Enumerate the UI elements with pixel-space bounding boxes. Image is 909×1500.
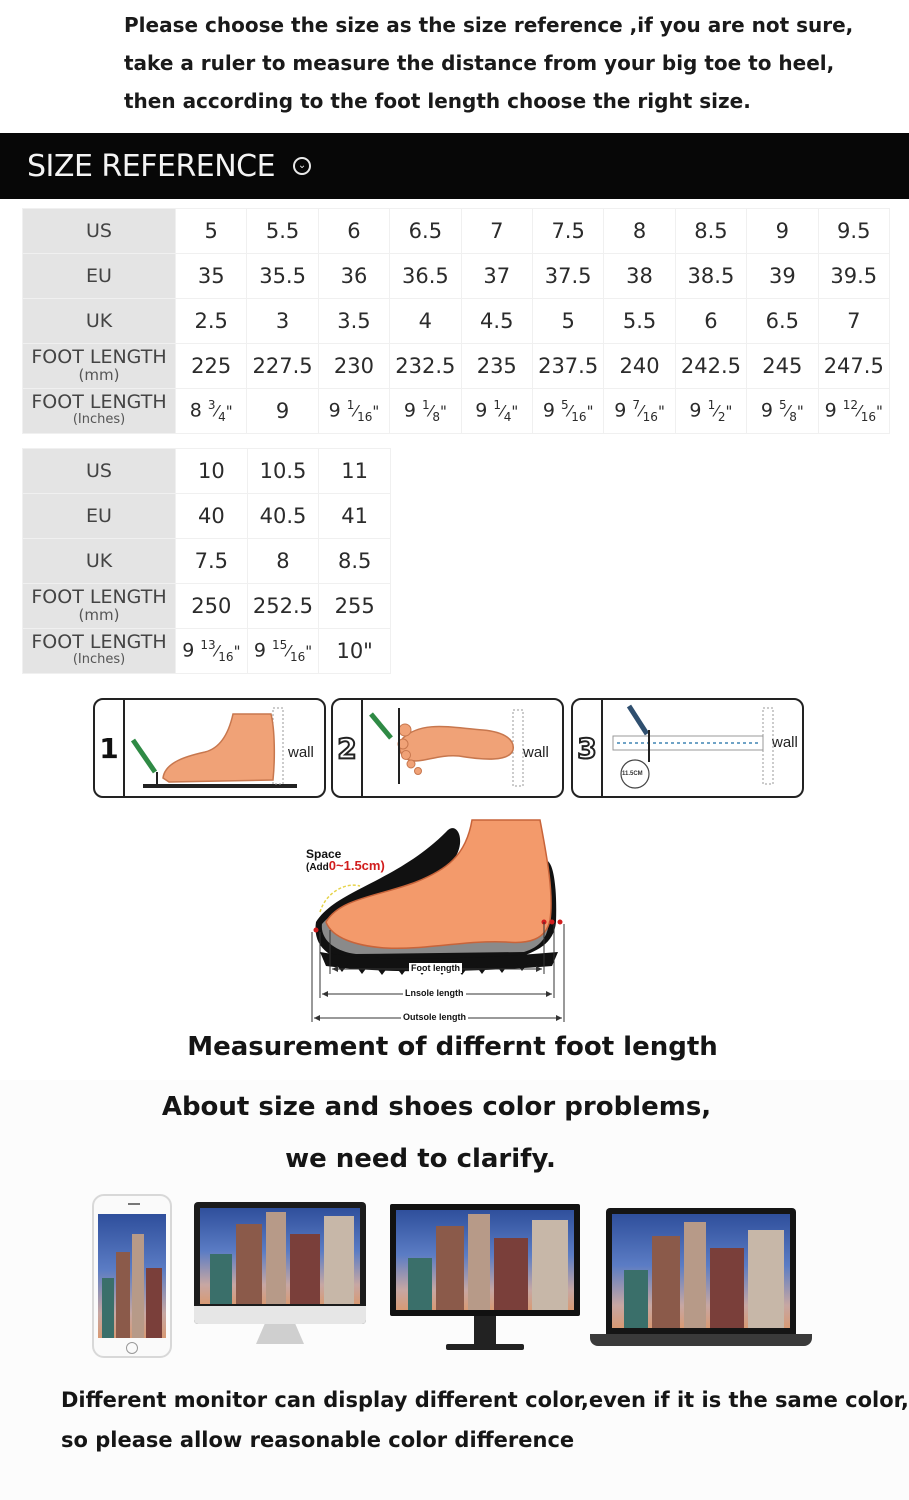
size-cell: 11 — [319, 449, 391, 494]
size-cell: 35 — [176, 254, 247, 299]
size-cell: 9 $^{12}⁄_{16}$" — [818, 389, 889, 434]
size-cell: 3 — [247, 299, 318, 344]
desktop-monitor-device — [390, 1204, 580, 1354]
row-label: FOOT LENGTH — [31, 391, 167, 413]
row-header — [23, 629, 176, 674]
row-header — [23, 494, 176, 539]
wall-label: wall — [523, 744, 549, 761]
row-header — [23, 254, 176, 299]
size-cell: 237.5 — [532, 344, 603, 389]
size-cell: 10 — [176, 449, 248, 494]
size-cell: 4.5 — [461, 299, 532, 344]
laptop-screen — [612, 1214, 790, 1328]
size-cell: 252.5 — [247, 584, 319, 629]
size-cell: 38.5 — [675, 254, 746, 299]
wall-label: wall — [772, 734, 798, 751]
phone-device — [92, 1194, 172, 1358]
phone-screen — [98, 1214, 166, 1338]
size-cell: 6.5 — [390, 209, 461, 254]
intro-text — [124, 6, 854, 120]
step-number: 3 — [573, 700, 603, 796]
row-header — [23, 209, 176, 254]
size-cell: 37.5 — [532, 254, 603, 299]
size-cell: 8.5 — [675, 209, 746, 254]
phone-speaker — [128, 1203, 140, 1205]
size-cell: 7 — [461, 209, 532, 254]
size-cell: 230 — [318, 344, 389, 389]
home-button — [126, 1342, 138, 1354]
insole-length-label: Lnsole length — [405, 988, 464, 998]
size-cell: 37 — [461, 254, 532, 299]
size-cell: 6 — [675, 299, 746, 344]
size-cell: 40 — [176, 494, 248, 539]
size-cell: 36 — [318, 254, 389, 299]
size-row — [23, 344, 890, 389]
color-heading-line-1: About size and shoes color problems, — [161, 1092, 712, 1122]
size-row — [23, 389, 890, 434]
size-cell: 225 — [176, 344, 247, 389]
size-row — [23, 209, 890, 254]
size-cell: 35.5 — [247, 254, 318, 299]
size-cell: 10" — [319, 629, 391, 674]
row-label: FOOT LENGTH — [31, 586, 167, 608]
size-table-1 — [22, 208, 890, 434]
size-cell: 9 — [747, 209, 818, 254]
size-row — [23, 584, 391, 629]
size-cell: 5 — [176, 209, 247, 254]
size-cell: 9 $^1⁄_8$" — [390, 389, 461, 434]
size-cell: 41 — [319, 494, 391, 539]
size-cell: 9 $^7⁄_{16}$" — [604, 389, 675, 434]
size-cell: 227.5 — [247, 344, 318, 389]
step-1-panel — [93, 698, 326, 798]
size-cell: 36.5 — [390, 254, 461, 299]
imac-screen — [200, 1208, 360, 1304]
size-cell: 40.5 — [247, 494, 319, 539]
row-label: EU — [86, 265, 112, 287]
row-header — [23, 584, 176, 629]
row-unit: (Inches) — [72, 412, 126, 427]
row-label: US — [86, 460, 112, 482]
size-cell: 9.5 — [818, 209, 889, 254]
space-label — [306, 848, 385, 874]
size-cell: 10.5 — [247, 449, 319, 494]
size-cell: 3.5 — [318, 299, 389, 344]
size-cell: 245 — [747, 344, 818, 389]
size-row — [23, 494, 391, 539]
size-cell: 247.5 — [818, 344, 889, 389]
size-cell: 9 $^5⁄_{16}$" — [532, 389, 603, 434]
row-label: FOOT LENGTH — [31, 631, 167, 653]
size-row — [23, 539, 391, 584]
size-cell: 9 $^1⁄_2$" — [675, 389, 746, 434]
size-cell: 39 — [747, 254, 818, 299]
step-number: 1 — [95, 700, 125, 796]
size-cell: 38 — [604, 254, 675, 299]
step-3-panel — [571, 698, 804, 798]
size-cell: 9 $^{13}⁄_{16}$" — [176, 629, 248, 674]
step-number: 2 — [333, 700, 363, 796]
size-cell: 7.5 — [532, 209, 603, 254]
intro-line-2: take a ruler to measure the distance from your big toe to heel, — [124, 51, 835, 75]
size-cell: 9 $^1⁄_{16}$" — [318, 389, 389, 434]
row-header — [23, 299, 176, 344]
size-cell: 255 — [319, 584, 391, 629]
intro-line-3: then according to the foot length choose the right size. — [124, 89, 751, 113]
row-label: US — [86, 220, 112, 242]
size-cell: 242.5 — [675, 344, 746, 389]
banner-title: SIZE REFERENCE — [27, 148, 276, 184]
row-unit: (mm) — [78, 606, 120, 624]
row-label: UK — [85, 550, 113, 572]
step-2-panel — [331, 698, 564, 798]
size-cell: 7 — [818, 299, 889, 344]
size-row — [23, 629, 391, 674]
size-row — [23, 449, 391, 494]
disclaimer-line-1: Different monitor can display different color,even if it is the same color, — [61, 1388, 909, 1412]
size-cell: 4 — [390, 299, 461, 344]
chevron-circle-icon: ⌄ — [293, 157, 311, 175]
size-row — [23, 299, 890, 344]
size-cell: 9 — [247, 389, 318, 434]
row-header — [23, 344, 176, 389]
wall-label: wall — [288, 744, 314, 761]
size-cell: 7.5 — [176, 539, 248, 584]
outsole-length-label: Outsole length — [403, 1012, 466, 1022]
size-cell: 9 $^1⁄_4$" — [461, 389, 532, 434]
size-row — [23, 254, 890, 299]
size-cell: 39.5 — [818, 254, 889, 299]
size-cell: 2.5 — [176, 299, 247, 344]
monitor-screen — [396, 1210, 574, 1310]
size-cell: 6.5 — [747, 299, 818, 344]
size-cell: 232.5 — [390, 344, 461, 389]
foot-length-label: Foot length — [411, 963, 460, 973]
intro-line-1: Please choose the size as the size reference ,if you are not sure, — [124, 13, 854, 37]
size-cell: 9 $^5⁄_8$" — [747, 389, 818, 434]
size-cell: 8 — [604, 209, 675, 254]
size-cell: 235 — [461, 344, 532, 389]
laptop-device — [590, 1208, 812, 1348]
row-label: FOOT LENGTH — [31, 346, 167, 368]
row-unit: (Inches) — [72, 652, 126, 667]
space-text: Space — [306, 847, 342, 861]
imac-device — [194, 1202, 366, 1352]
size-cell: 250 — [176, 584, 248, 629]
row-label: EU — [86, 505, 112, 527]
size-cell: 5.5 — [604, 299, 675, 344]
add-text: (Add — [306, 862, 329, 873]
size-cell: 8.5 — [319, 539, 391, 584]
size-reference-banner — [0, 133, 909, 199]
space-range: 0~1.5cm) — [328, 858, 385, 873]
row-header — [23, 449, 176, 494]
row-label: UK — [85, 310, 113, 332]
size-table-2 — [22, 448, 391, 674]
measure-badge: 11.5CM — [622, 771, 643, 777]
row-unit: (mm) — [78, 366, 120, 384]
size-cell: 9 $^{15}⁄_{16}$" — [247, 629, 319, 674]
size-cell: 6 — [318, 209, 389, 254]
row-header — [23, 389, 176, 434]
color-disclaimer — [61, 1380, 909, 1460]
disclaimer-line-2: so please allow reasonable color difference — [61, 1428, 575, 1452]
size-cell: 240 — [604, 344, 675, 389]
row-header — [23, 539, 176, 584]
color-heading-line-2: we need to clarify. — [285, 1144, 556, 1174]
measurement-caption: Measurement of differnt foot length — [187, 1032, 718, 1062]
size-cell: 5 — [532, 299, 603, 344]
size-cell: 8 $^3⁄_4$" — [176, 389, 247, 434]
size-cell: 5.5 — [247, 209, 318, 254]
size-cell: 8 — [247, 539, 319, 584]
